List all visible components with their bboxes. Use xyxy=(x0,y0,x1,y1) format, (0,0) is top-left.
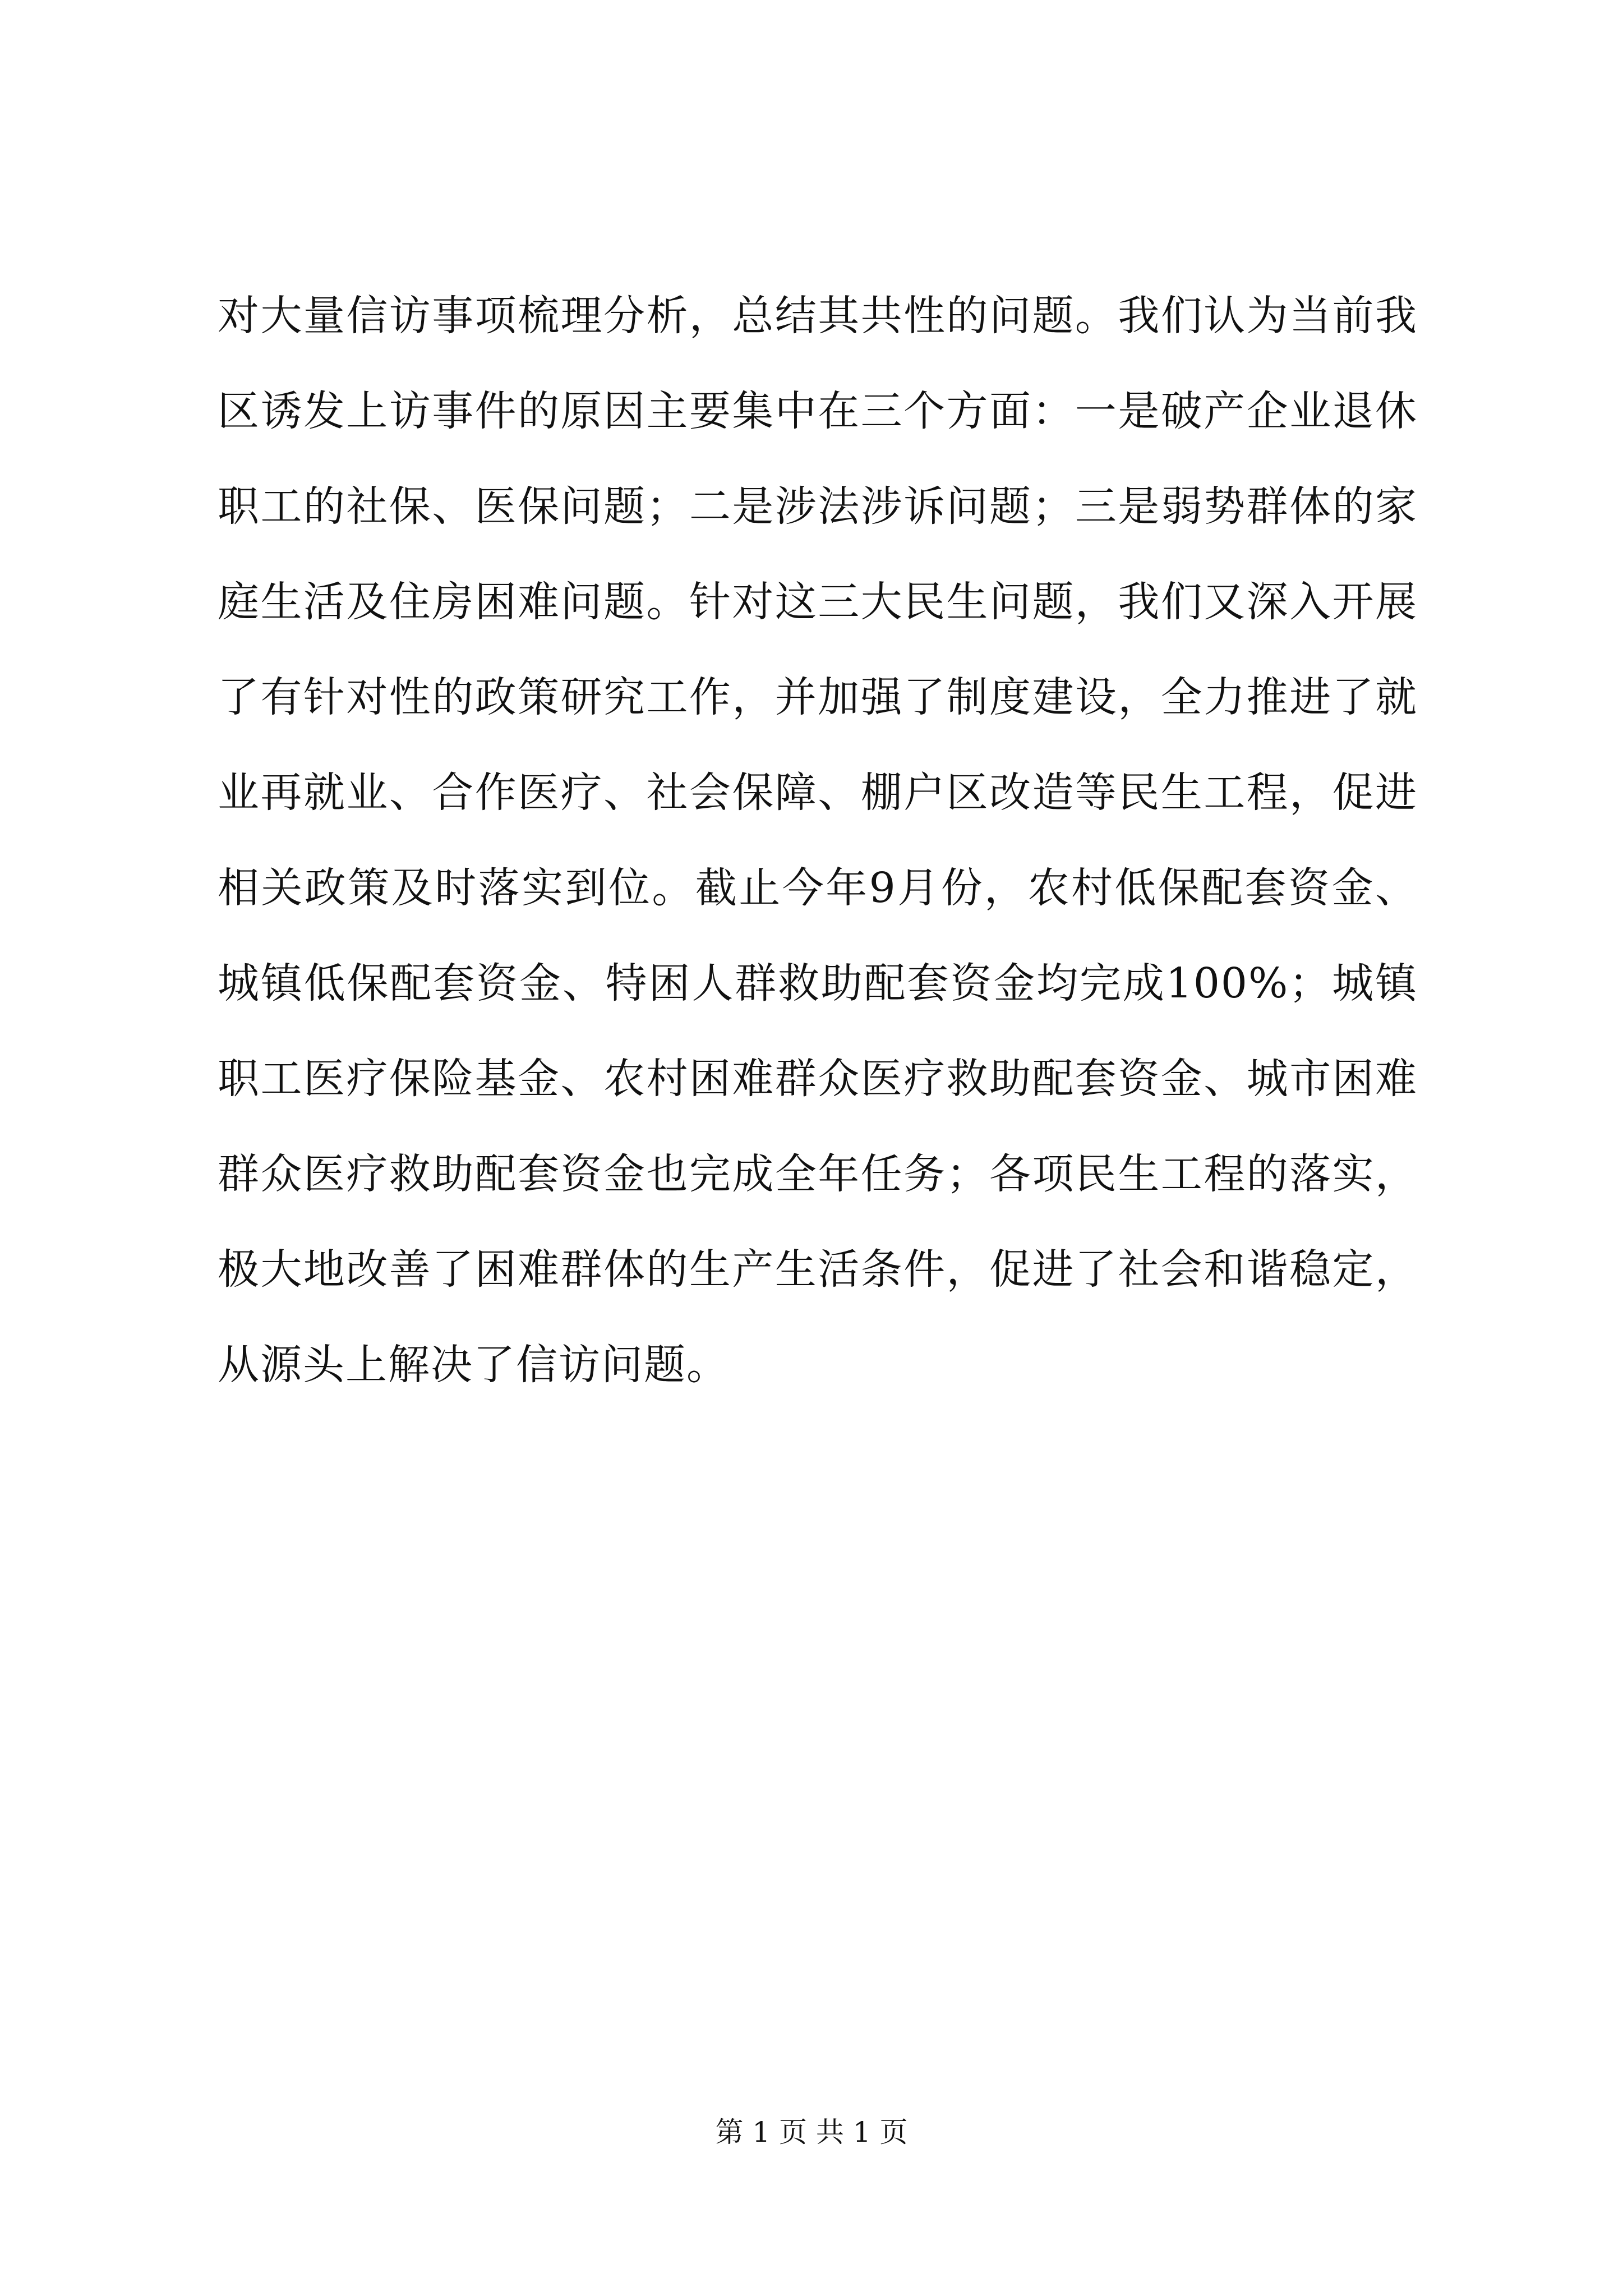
body-paragraph xyxy=(218,268,1418,1412)
text-line-3: 职工的社保、医保问题；二是涉法涉诉问题；三是弱势群体的家 xyxy=(218,482,1418,531)
text-line-1: 对大量信访事项梳理分析，总结其共性的问题。我们认为当前我 xyxy=(218,292,1418,340)
text-line-7: 相关政策及时落实到位。截止今年9月份，农村低保配套资金、 xyxy=(218,864,1418,912)
text-line-8: 城镇低保配套资金、特困人群救助配套资金均完成100%；城镇 xyxy=(218,959,1418,1007)
text-line-12: 从源头上解决了信访问题。 xyxy=(218,1341,729,1389)
text-line-6: 业再就业、合作医疗、社会保障、棚户区改造等民生工程，促进 xyxy=(218,769,1418,817)
text-line-9: 职工医疗保险基金、农村困难群众医疗救助配套资金、城市困难 xyxy=(218,1055,1418,1103)
page-number: 第 1 页 共 1 页 xyxy=(715,2116,908,2148)
text-line-4: 庭生活及住房困难问题。针对这三大民生问题，我们又深入开展 xyxy=(218,578,1418,626)
text-line-10: 群众医疗救助配套资金也完成全年任务；各项民生工程的落实， xyxy=(218,1150,1418,1198)
text-line-5: 了有针对性的政策研究工作，并加强了制度建设，全力推进了就 xyxy=(218,673,1418,721)
page-footer xyxy=(0,2113,1623,2152)
text-line-2: 区诱发上访事件的原因主要集中在三个方面：一是破产企业退休 xyxy=(218,387,1418,435)
text-line-11: 极大地改善了困难群体的生产生活条件，促进了社会和谐稳定， xyxy=(218,1245,1418,1294)
